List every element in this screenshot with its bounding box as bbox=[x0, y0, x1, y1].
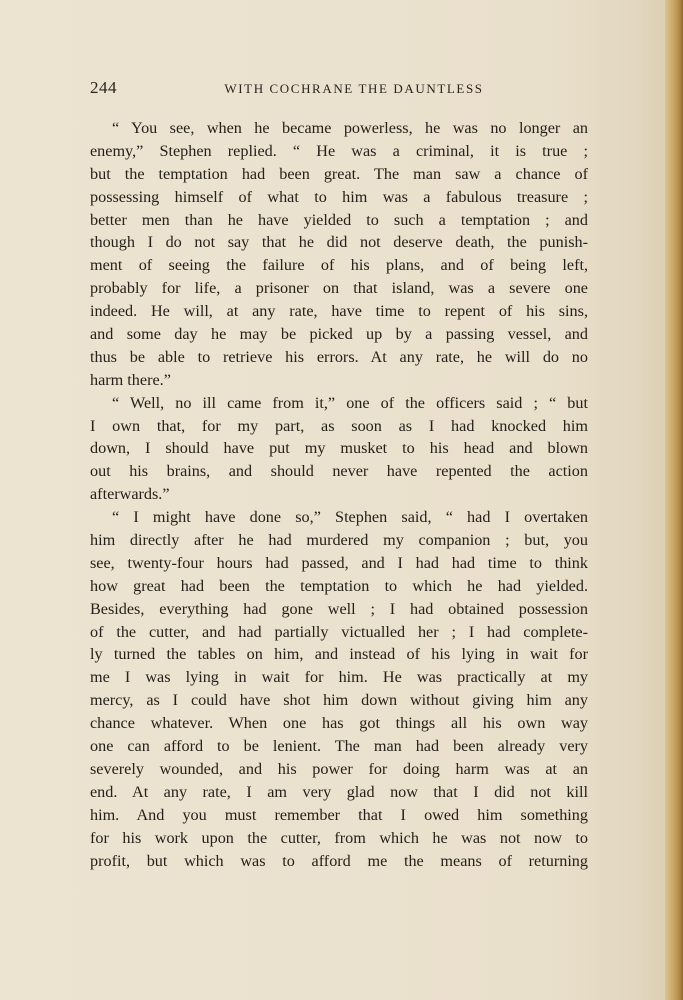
text-line: profit, but which was to afford me the means of returning bbox=[90, 851, 588, 870]
text-line: how great had been the temptation to which he had yielded. bbox=[90, 576, 588, 595]
text-line: “ I might have done so,” Stephen said, “ had I overtaken bbox=[112, 508, 588, 527]
text-line: see, twenty-four hours had passed, and I had had time to think bbox=[90, 553, 588, 572]
text-line: “ Well, no ill came from it,” one of the officers said ; “ but bbox=[112, 393, 588, 412]
body-text bbox=[90, 117, 588, 872]
text-line: out his brains, and should never have repented the action bbox=[90, 462, 588, 481]
text-line: possessing himself of what to him was a fabulous treasure ; bbox=[90, 187, 588, 206]
text-line: ment of seeing the failure of his plans, and of being left, bbox=[90, 256, 588, 275]
text-line: of the cutter, and had partially victualled her ; I had complete- bbox=[90, 622, 588, 641]
text-line: ly turned the tables on him, and instead of his lying in wait for bbox=[90, 645, 588, 664]
text-line: him directly after he had murdered my companion ; but, you bbox=[90, 531, 588, 550]
text-line: though I do not say that he did not deserve death, the punish- bbox=[90, 233, 588, 252]
text-line: chance whatever. When one has got things all his own way bbox=[90, 714, 588, 733]
running-title: WITH COCHRANE THE DAUNTLESS bbox=[224, 81, 484, 96]
text-line: and some day he may be picked up by a passing vessel, and bbox=[90, 325, 588, 344]
text-line: indeed. He will, at any rate, have time to repent of his sins, bbox=[90, 302, 588, 321]
text-line: for his work upon the cutter, from which he was not now to bbox=[90, 828, 588, 847]
text-line: one can afford to be lenient. The man had been already very bbox=[90, 737, 588, 756]
text-line: thus be able to retrieve his errors. At any rate, he will do no bbox=[90, 347, 588, 366]
text-line: down, I should have put my musket to his head and blown bbox=[90, 439, 588, 458]
text-line: afterwards.” bbox=[90, 485, 170, 504]
text-line: probably for life, a prisoner on that island, was a severe one bbox=[90, 279, 588, 298]
page-header bbox=[90, 78, 588, 100]
page-number: 244 bbox=[90, 78, 117, 97]
text-line: I own that, for my part, as soon as I had knocked him bbox=[90, 416, 588, 435]
text-line: him. And you must remember that I owed him something bbox=[90, 805, 588, 824]
text-line: enemy,” Stephen replied. “ He was a criminal, it is true ; bbox=[90, 141, 588, 160]
text-line: severely wounded, and his power for doing harm was at an bbox=[90, 759, 588, 778]
text-line: but the temptation had been great. The man saw a chance of bbox=[90, 164, 588, 183]
text-line: end. At any rate, I am very glad now that I did not kill bbox=[90, 782, 588, 801]
page-edge bbox=[665, 0, 683, 1000]
text-line: Besides, everything had gone well ; I had obtained possession bbox=[90, 599, 588, 618]
text-line: better men than he have yielded to such a temptation ; and bbox=[90, 210, 588, 229]
text-line: mercy, as I could have shot him down without giving him any bbox=[90, 691, 588, 710]
text-line: “ You see, when he became powerless, he was no longer an bbox=[112, 119, 588, 137]
text-line: harm there.” bbox=[90, 370, 171, 389]
text-line: me I was lying in wait for him. He was practically at my bbox=[90, 668, 588, 687]
